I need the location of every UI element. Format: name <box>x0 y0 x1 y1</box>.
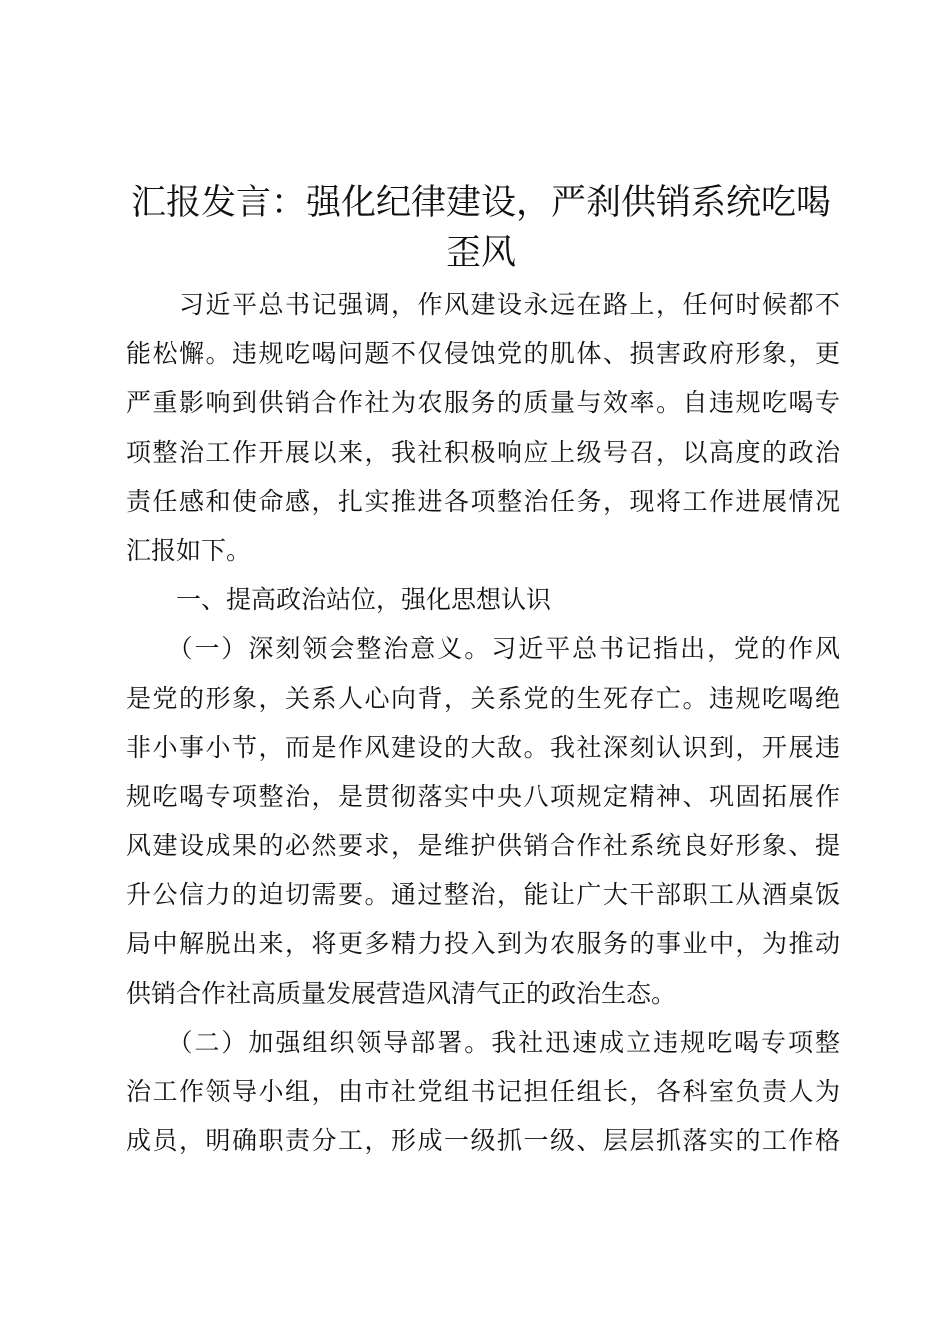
paragraph-line: 是党的形象，关系人心向背，关系党的生死存亡。违规吃喝绝 <box>126 683 840 713</box>
paragraph-line: 汇报如下。 <box>126 535 252 565</box>
paragraph-line: 规吃喝专项整治，是贯彻落实中央八项规定精神、巩固拓展作 <box>126 781 840 811</box>
document-title-line-2: 歪风 <box>445 233 516 273</box>
paragraph-line: 局中解脱出来，将更多精力投入到为农服务的事业中，为推动 <box>126 929 840 959</box>
document-title <box>126 178 836 278</box>
paragraph-line: （二）加强组织领导部署。我社迅速成立违规吃喝专项整 <box>126 1027 840 1057</box>
paragraph-line: 成员，明确职责分工，形成一级抓一级、层层抓落实的工作格 <box>126 1126 840 1156</box>
document-title-line-1: 汇报发言：强化纪律建设，严刹供销系统吃喝 <box>130 183 831 223</box>
paragraph-line: 升公信力的迫切需要。通过整治，能让广大干部职工从酒桌饭 <box>126 880 840 910</box>
paragraph-line: 项整治工作开展以来，我社积极响应上级号召，以高度的政治 <box>126 437 840 467</box>
paragraph-line: 非小事小节，而是作风建设的大敌。我社深刻认识到，开展违 <box>126 732 840 762</box>
section-heading: 一、提高政治站位，强化思想认识 <box>126 585 552 615</box>
paragraph-line: 治工作领导小组，由市社党组书记担任组长，各科室负责人为 <box>126 1077 840 1106</box>
paragraph-line: 供销合作社高质量发展营造风清气正的政治生态。 <box>126 978 677 1008</box>
paragraph-line: 责任感和使命感，扎实推进各项整治任务，现将工作进展情况 <box>126 486 840 516</box>
paragraph-line: 风建设成果的必然要求，是维护供销合作社系统良好形象、提 <box>126 831 840 861</box>
paragraph-line: （一）深刻领会整治意义。习近平总书记指出，党的作风 <box>126 634 840 664</box>
paragraph-line: 严重影响到供销合作社为农服务的质量与效率。自违规吃喝专 <box>126 388 840 418</box>
document-body <box>126 280 840 1165</box>
paragraph-line: 能松懈。违规吃喝问题不仅侵蚀党的肌体、损害政府形象，更 <box>126 339 840 369</box>
paragraph-line: 习近平总书记强调，作风建设永远在路上，任何时候都不 <box>126 290 840 319</box>
